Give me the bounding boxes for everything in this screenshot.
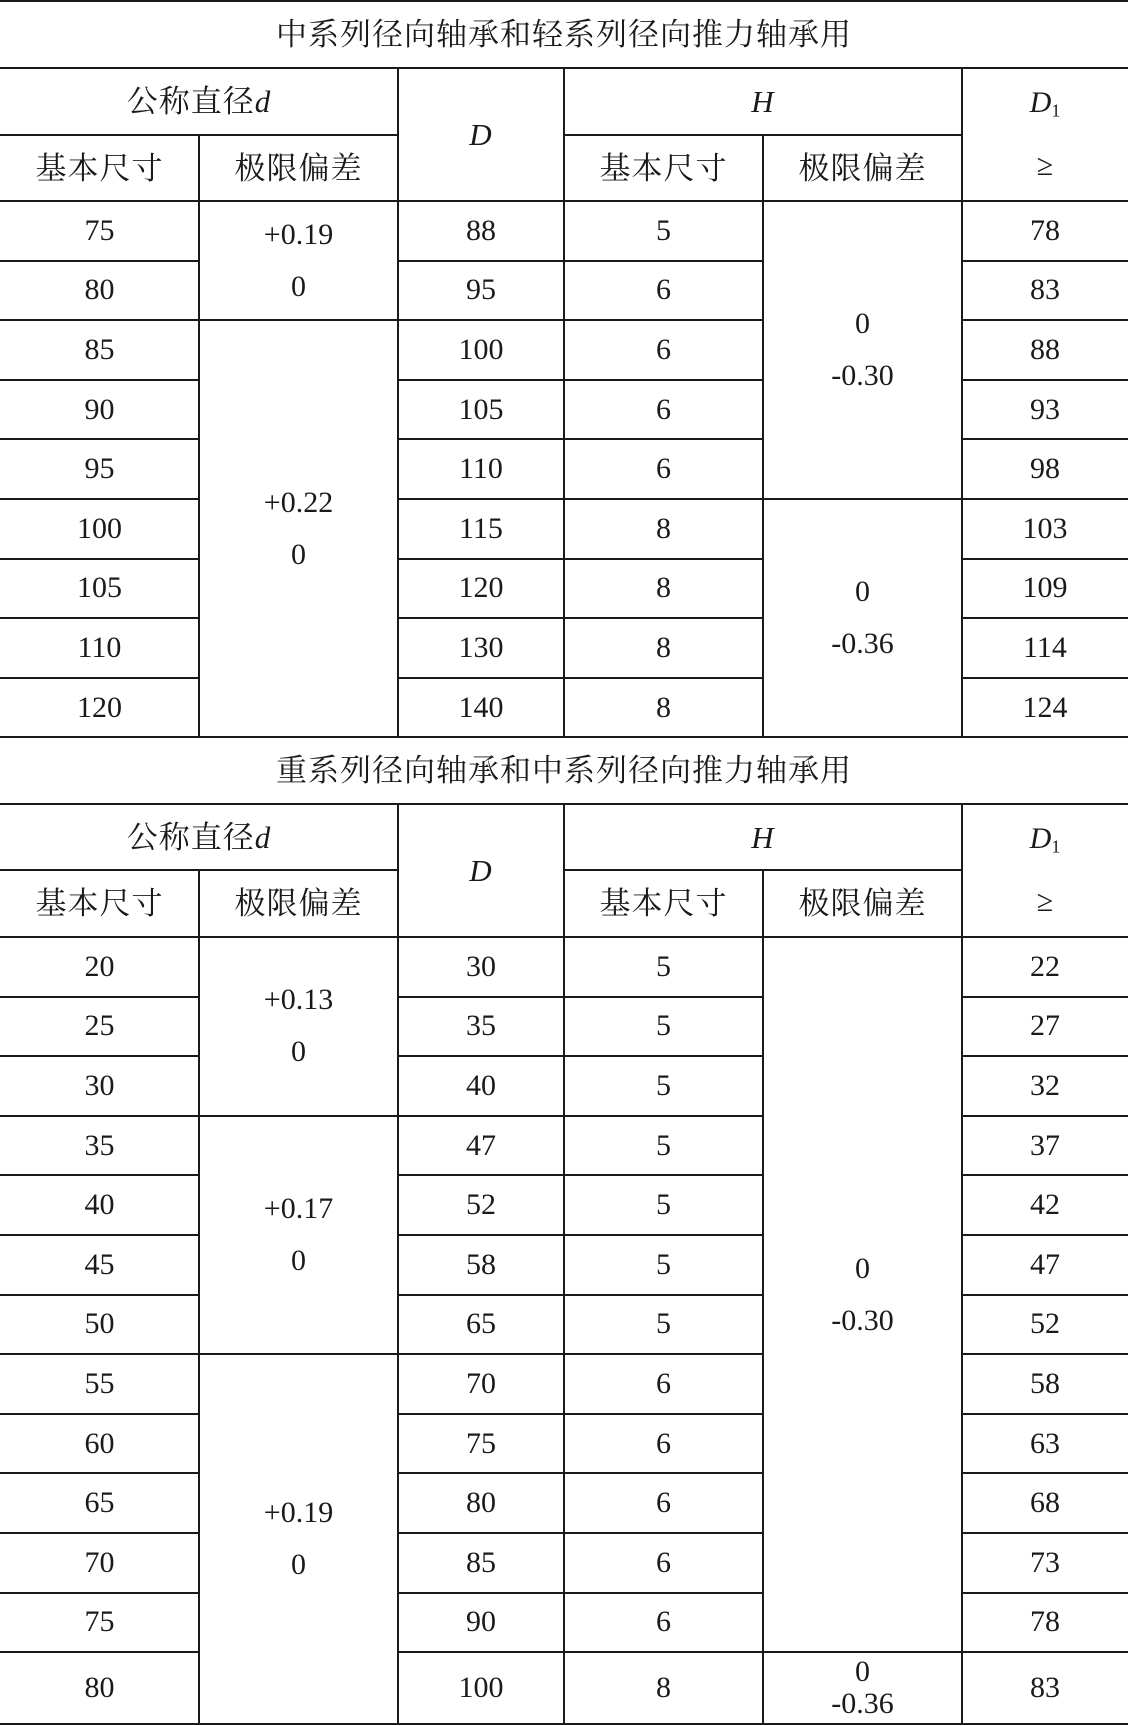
cell-d-limit-deviation: [219, 937, 378, 1116]
cell-d-basic-size: 65: [84, 1486, 115, 1520]
subscript-1: 1: [1051, 836, 1061, 857]
cell-H-limit-deviation: [783, 1652, 942, 1724]
cell-d-basic-size: 95: [84, 452, 115, 486]
cell-D: 70: [466, 1366, 496, 1400]
cell-H-basic-size: 6: [656, 1486, 671, 1520]
symbol-D1: $D_1$: [1029, 85, 1061, 121]
cell-H-basic-size: 5: [656, 1128, 671, 1162]
header-basic-size: 基本尺寸: [35, 886, 164, 921]
symbol-geq: ≥: [1036, 149, 1054, 183]
cell-d-basic-size: 75: [84, 213, 115, 247]
table-title: 重系列径向轴承和中系列径向推力轴承用: [276, 753, 852, 788]
tolerance-upper: +0.19: [263, 1496, 334, 1530]
cell-d-basic-size: 25: [84, 1009, 115, 1043]
cell-H-limit-deviation: [783, 937, 942, 1652]
cell-D1: 114: [1023, 630, 1067, 664]
symbol-geq: ≥: [1036, 885, 1054, 919]
tolerance-upper: 0: [855, 575, 870, 609]
cell-H-basic-size: 5: [656, 1247, 671, 1281]
cell-d-basic-size: 45: [84, 1247, 115, 1281]
cell-D1: 73: [1030, 1545, 1060, 1579]
cell-D1: 42: [1030, 1188, 1060, 1222]
cell-H-basic-size: 8: [656, 1671, 671, 1705]
tolerance-upper: 0: [855, 307, 870, 340]
cell-H-basic-size: 8: [656, 690, 671, 724]
header-H: H: [751, 84, 775, 119]
header-h-limit-deviation: 极限偏差: [798, 886, 927, 921]
cell-H-basic-size: 5: [656, 213, 671, 247]
header-h-basic-size: 基本尺寸: [599, 886, 728, 921]
cell-D1: 37: [1030, 1128, 1060, 1162]
cell-d-basic-size: 90: [84, 392, 115, 426]
cell-d-basic-size: 105: [77, 571, 122, 605]
tolerance-lower: 0: [291, 1035, 306, 1069]
cell-D: 30: [466, 949, 496, 983]
tolerance-lower: 0: [291, 537, 306, 571]
subscript-1: 1: [1051, 100, 1061, 121]
header-limit-deviation: 极限偏差: [234, 886, 363, 921]
cell-d-basic-size: 75: [84, 1605, 115, 1639]
header-D1: [962, 804, 1128, 937]
cell-D1: 83: [1030, 273, 1060, 307]
cell-D1: 83: [1030, 1671, 1060, 1705]
cell-D1: 93: [1030, 392, 1060, 426]
cell-D: 85: [466, 1545, 496, 1579]
tolerance-lower: 0: [291, 1243, 306, 1277]
cell-D: 52: [466, 1188, 496, 1222]
cell-H-basic-size: 8: [656, 630, 671, 664]
header-D: D: [469, 853, 493, 888]
header-limit-deviation: 极限偏差: [234, 150, 363, 186]
cell-H-basic-size: 5: [656, 1068, 671, 1102]
cell-D1: 47: [1030, 1247, 1060, 1281]
cell-H-basic-size: 8: [656, 511, 671, 545]
tolerance-lower: 0: [291, 269, 306, 303]
cell-d-basic-size: 120: [77, 690, 122, 724]
cell-D: 100: [458, 332, 504, 366]
cell-d-limit-deviation: [219, 201, 378, 320]
rule-line: [0, 736, 1128, 738]
symbol-d: d: [254, 819, 272, 855]
cell-d-basic-size: 80: [84, 1671, 115, 1705]
cell-H-basic-size: 6: [656, 452, 671, 486]
cell-D: 35: [466, 1009, 496, 1043]
cell-d-basic-size: 35: [84, 1128, 115, 1162]
cell-d-basic-size: 40: [84, 1188, 115, 1222]
cell-D: 90: [466, 1605, 496, 1639]
cell-D: 140: [458, 690, 504, 724]
cell-D1: 58: [1030, 1366, 1060, 1400]
cell-d-basic-size: 50: [84, 1307, 115, 1341]
cell-D: 105: [458, 392, 504, 426]
cell-D: 110: [459, 452, 503, 486]
cell-H-basic-size: 6: [656, 392, 671, 426]
header-basic-size: 基本尺寸: [35, 150, 164, 186]
cell-H-basic-size: 5: [656, 949, 671, 983]
cell-H-basic-size: 8: [656, 571, 671, 605]
cell-D: 40: [466, 1068, 496, 1102]
cell-d-limit-deviation: [219, 1354, 378, 1724]
cell-H-basic-size: 5: [656, 1009, 671, 1043]
tolerance-upper: +0.13: [263, 983, 334, 1017]
tolerance-upper: 0: [855, 1655, 870, 1689]
cell-D: 65: [466, 1307, 496, 1341]
cell-D1: 98: [1030, 452, 1060, 486]
rule-line: [0, 0, 1128, 2]
cell-H-basic-size: 5: [656, 1188, 671, 1222]
header-nominal-diameter-d: 公称直径 d: [126, 84, 272, 119]
table-title: 中系列径向轴承和轻系列径向推力轴承用: [276, 17, 852, 52]
cell-d-basic-size: 100: [77, 511, 122, 545]
cell-H-basic-size: 6: [656, 273, 671, 307]
cell-H-limit-deviation: [783, 499, 942, 737]
cell-D1: 78: [1030, 213, 1060, 247]
cell-D: 88: [466, 213, 496, 247]
cell-D1: 27: [1030, 1009, 1060, 1043]
tolerance-upper: +0.22: [263, 485, 334, 519]
tolerance-upper: +0.19: [263, 217, 334, 251]
header-h-basic-size: 基本尺寸: [599, 150, 728, 186]
cell-d-basic-size: 60: [84, 1426, 115, 1460]
header-D: D: [469, 117, 493, 152]
cell-H-basic-size: 6: [656, 1605, 671, 1639]
cell-D: 130: [458, 630, 504, 664]
symbol-d: d: [254, 84, 272, 119]
cell-H-basic-size: 6: [656, 332, 671, 366]
header-H: H: [751, 819, 775, 855]
header-D1: [962, 68, 1128, 201]
cell-D1: 109: [1022, 571, 1068, 605]
tolerance-upper: 0: [855, 1251, 870, 1285]
tolerance-lower: 0: [291, 1548, 306, 1582]
cell-D: 75: [466, 1426, 496, 1460]
cell-D1: 124: [1022, 690, 1068, 724]
cell-D: 120: [458, 571, 504, 605]
cell-d-limit-deviation: [219, 320, 378, 737]
cell-D: 100: [458, 1671, 504, 1705]
cell-D1: 22: [1030, 949, 1060, 983]
cell-D1: 103: [1022, 511, 1068, 545]
cell-d-basic-size: 20: [84, 949, 115, 983]
cell-D: 80: [466, 1486, 496, 1520]
cell-H-limit-deviation: [783, 201, 942, 499]
cell-H-basic-size: 6: [656, 1545, 671, 1579]
cell-d-basic-size: 70: [84, 1545, 115, 1579]
cell-D1: 88: [1030, 332, 1060, 366]
header-nominal-diameter-d: 公称直径 d: [126, 819, 272, 855]
cell-d-basic-size: 30: [84, 1068, 115, 1102]
cell-d-basic-size: 85: [84, 332, 115, 366]
header-h-limit-deviation: 极限偏差: [798, 150, 927, 186]
cell-H-basic-size: 6: [656, 1426, 671, 1460]
cell-D1: 52: [1030, 1307, 1060, 1341]
cell-D: 47: [466, 1128, 496, 1162]
cell-D: 58: [466, 1247, 496, 1281]
tolerance-lower: -0.30: [831, 359, 894, 392]
cell-d-basic-size: 80: [84, 273, 115, 307]
cell-D: 95: [466, 273, 496, 307]
tolerance-lower: -0.36: [831, 627, 894, 661]
cell-D1: 63: [1030, 1426, 1060, 1460]
cell-H-basic-size: 6: [656, 1366, 671, 1400]
cell-D: 115: [459, 511, 503, 545]
cell-d-basic-size: 110: [77, 630, 122, 664]
symbol-D1: $D_1$: [1029, 821, 1061, 857]
cell-H-basic-size: 5: [656, 1307, 671, 1341]
cell-d-limit-deviation: [219, 1116, 378, 1354]
cell-D1: 78: [1030, 1605, 1060, 1639]
tolerance-upper: +0.17: [263, 1191, 334, 1225]
cell-d-basic-size: 55: [84, 1366, 115, 1400]
cell-D1: 68: [1030, 1486, 1060, 1520]
tolerance-lower: -0.30: [831, 1303, 894, 1337]
tolerance-lower: -0.36: [831, 1687, 894, 1721]
cell-D1: 32: [1030, 1068, 1060, 1102]
